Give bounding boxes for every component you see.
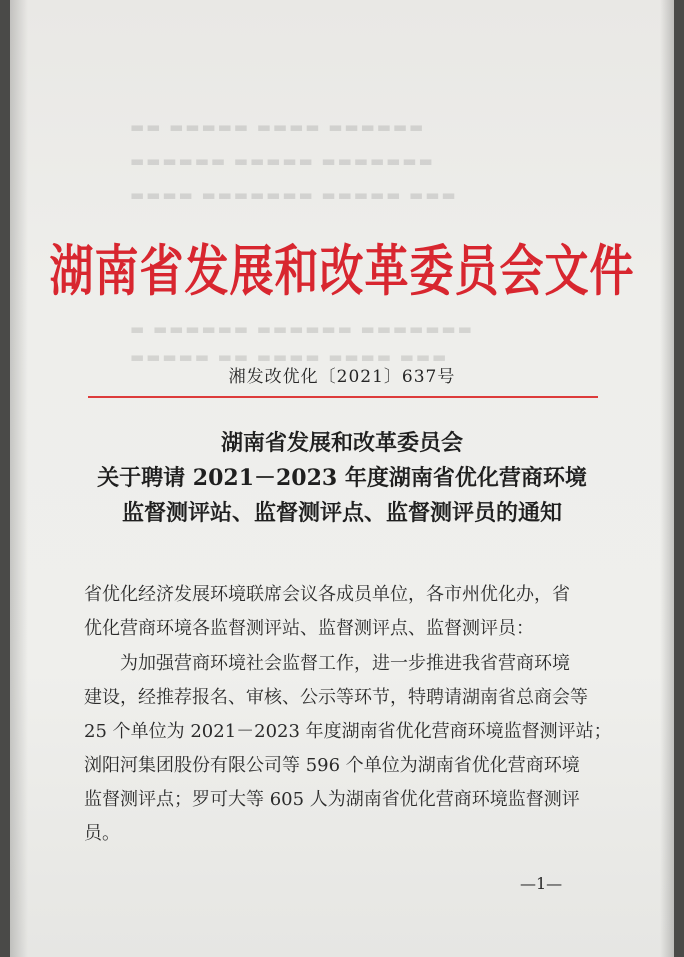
document-page [10, 0, 674, 957]
page-number: —1— [520, 874, 563, 893]
document-header-title: 湖南省发展和改革委员会文件 [49, 239, 635, 304]
paragraph-line: 员。 [84, 823, 120, 844]
bleed-through-line: ▬▬▬▬▬▬ ▬▬▬▬▬ ▬▬▬▬▬▬▬ [130, 152, 435, 170]
notice-title-line: 监督测评站、监督测评点、监督测评员的通知 [121, 500, 562, 526]
paragraph-line: 建设，经推荐报名、审核、公示等环节，特聘请湖南省总商会等 [84, 687, 588, 708]
notice-title [10, 426, 674, 531]
bleed-through-line: ▬▬▬▬ ▬▬▬▬▬▬▬ ▬▬▬▬▬ ▬▬▬ [130, 186, 458, 204]
bleed-through-line: ▬ ▬▬▬▬▬▬ ▬▬▬▬▬▬ ▬▬▬▬▬▬▬ [130, 320, 474, 338]
addressee-line: 省优化经济发展环境联席会议各成员单位，各市州优化办，省 [84, 584, 570, 605]
paragraph-line: 为加强营商环境社会监督工作，进一步推进我省营商环境 [120, 653, 570, 674]
paragraph-line: 监督测评点；罗可大等 605 人为湖南省优化营商环境监督测评 [84, 789, 580, 810]
body-paragraph [84, 647, 612, 851]
addressee [84, 578, 604, 646]
addressee-line: 优化营商环境各监督测评站、监督测评点、监督测评员： [84, 618, 534, 639]
notice-title-line: 关于聘请 2021－2023 年度湖南省优化营商环境 [97, 465, 587, 491]
paragraph-line: 浏阳河集团股份有限公司等 596 个单位为湖南省优化营商环境 [84, 755, 580, 776]
document-number: 湘发改优化〔2021〕637号 [228, 367, 456, 387]
red-divider-rule [88, 396, 598, 398]
notice-title-line: 湖南省发展和改革委员会 [220, 430, 463, 456]
bleed-through-line: ▬▬▬▬▬ ▬▬ ▬▬▬▬ ▬▬▬▬ ▬▬▬ [130, 348, 449, 366]
bleed-through-line: ▬▬ ▬▬▬▬▬ ▬▬▬▬ ▬▬▬▬▬▬ [130, 118, 426, 136]
paragraph-line: 25 个单位为 2021－2023 年度湖南省优化营商环境监督测评站； [84, 721, 612, 742]
